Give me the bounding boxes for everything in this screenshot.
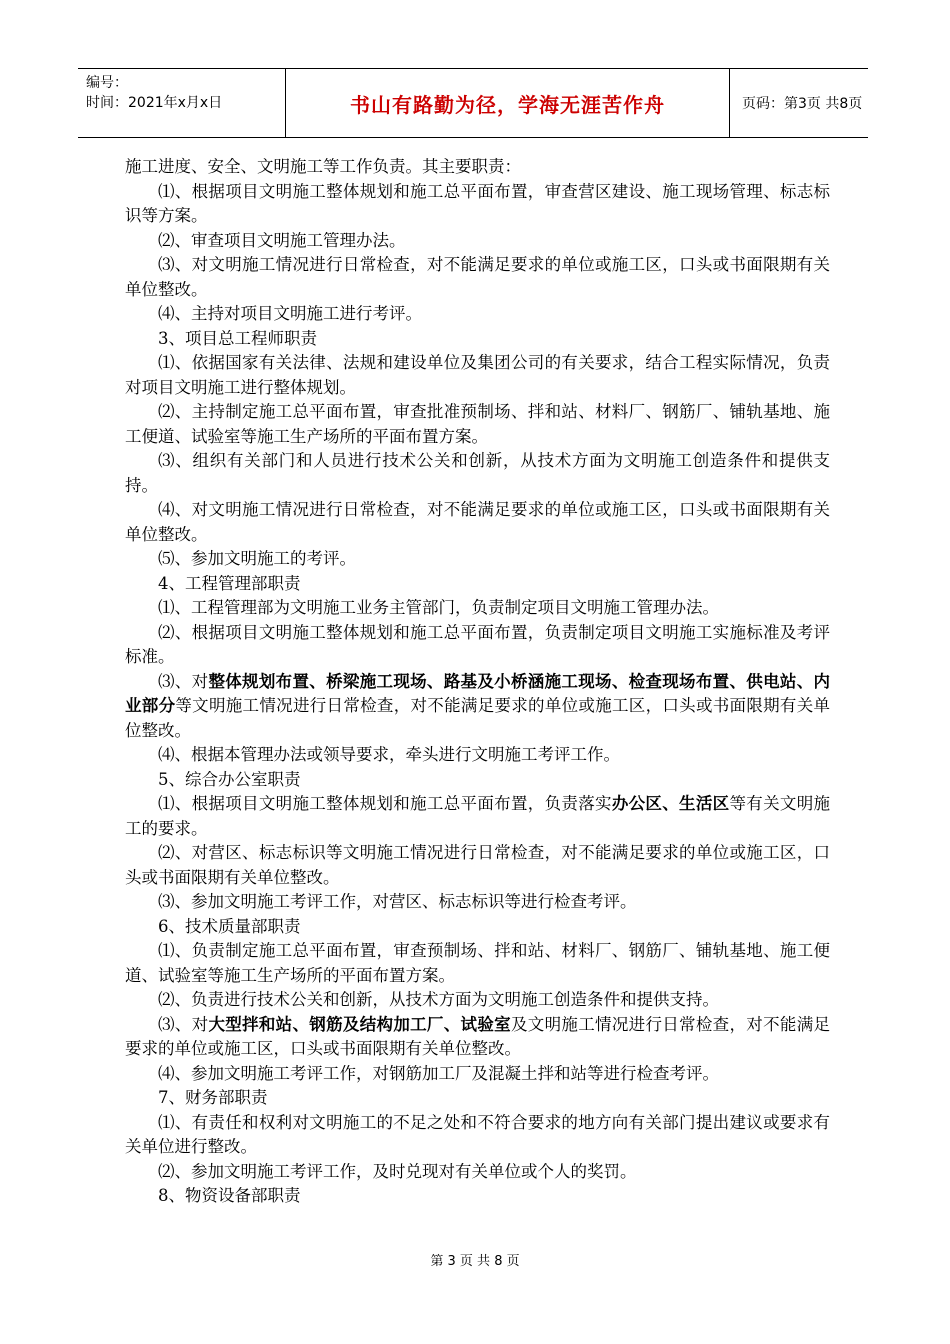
paragraph-text: ⑷、根据本管理办法或领导要求，牵头进行文明施工考评工作。 (158, 745, 620, 764)
paragraph-text: ⑴、根据项目文明施工整体规划和施工总平面布置，负责落实 (158, 794, 612, 813)
document-body (125, 155, 830, 1209)
footer-prefix: 第 (430, 1254, 444, 1269)
paragraph-text: ⑸、参加文明施工的考评。 (158, 549, 356, 568)
emphasized-text: 办公区、生活区 (611, 794, 730, 813)
paragraph-text: 6、技术质量部职责 (158, 916, 301, 936)
body-paragraph (125, 743, 830, 768)
footer-suffix: 页 (506, 1254, 520, 1269)
paragraph-text: 及文明施工情况进行日常检查，对不能满足要求的单位或施工区，口头或书面限期有关单位整改。 (125, 1014, 831, 1058)
footer-page: 3 (447, 1254, 456, 1269)
date-label: 时间：2021年x月x日 (86, 95, 223, 111)
body-paragraph (125, 1160, 830, 1185)
body-paragraph (125, 1111, 830, 1160)
body-paragraph (125, 1086, 830, 1111)
paragraph-text: ⑵、审查项目文明施工管理办法。 (158, 230, 406, 250)
body-paragraph (125, 498, 830, 547)
paragraph-text: ⑵、参加文明施工考评工作，及时兑现对有关单位或个人的奖罚。 (158, 1161, 637, 1181)
paragraph-text: 等有关文明施工的要求。 (125, 794, 831, 838)
body-paragraph (125, 988, 830, 1013)
body-paragraph (125, 400, 830, 449)
paragraph-text: ⑶、对 (158, 671, 209, 691)
body-paragraph (125, 841, 830, 890)
body-paragraph (125, 449, 830, 498)
body-paragraph (125, 155, 830, 180)
paragraph-text: ⑵、根据项目文明施工整体规划和施工总平面布置，负责制定项目文明施工实施标准及考评标准。 (125, 622, 830, 666)
body-paragraph (125, 670, 830, 744)
paragraph-text: 7、财务部职责 (158, 1088, 268, 1107)
body-paragraph (125, 621, 830, 670)
paragraph-text: ⑶、对 (158, 1014, 209, 1034)
body-paragraph (125, 1062, 830, 1087)
paragraph-text: 8、物资设备部职责 (158, 1186, 301, 1205)
body-paragraph (125, 939, 830, 988)
footer-total: 8 (494, 1254, 503, 1269)
serial-number-label: 编号： (86, 75, 128, 91)
body-paragraph (125, 915, 830, 940)
paragraph-text: ⑷、参加文明施工考评工作，对钢筋加工厂及混凝土拌和站等进行检查考评。 (158, 1063, 719, 1083)
body-paragraph (125, 1184, 830, 1209)
paragraph-text: 施工进度、安全、文明施工等工作负责。其主要职责： (125, 157, 521, 176)
paragraph-text: 等文明施工情况进行日常检查，对不能满足要求的单位或施工区，口头或书面限期有关单位整改。 (125, 696, 831, 740)
body-paragraph (125, 253, 830, 302)
page-header (78, 68, 868, 138)
body-paragraph (125, 890, 830, 915)
paragraph-text: 5、综合办公室职责 (158, 769, 301, 789)
emphasized-text: 整体规划布置、桥梁施工现场、路基及小桥涵施工现场、检查现场布置、供电站、内业部分 (125, 671, 831, 715)
paragraph-text: ⑴、工程管理部为文明施工业务主管部门，负责制定项目文明施工管理办法。 (158, 598, 719, 617)
body-paragraph (125, 1013, 830, 1062)
body-paragraph (125, 302, 830, 327)
paragraph-text: ⑶、组织有关部门和人员进行技术公关和创新，从技术方面为文明施工创造条件和提供支持。 (125, 451, 830, 495)
paragraph-text: ⑴、有责任和权利对文明施工的不足之处和不符合要求的地方向有关部门提出建议或要求有关单位进行整改。 (125, 1112, 830, 1156)
paragraph-text: 3、项目总工程师职责 (158, 328, 317, 348)
body-paragraph (125, 792, 830, 841)
header-meta (78, 69, 285, 137)
paragraph-text: ⑷、主持对项目文明施工进行考评。 (158, 304, 422, 323)
paragraph-text: ⑴、负责制定施工总平面布置，审查预制场、拌和站、材料厂、钢筋厂、铺轨基地、施工便道、试验室等施工生产场所的平面布置方案。 (125, 941, 830, 985)
paragraph-text: 4、工程管理部职责 (158, 573, 301, 593)
body-paragraph (125, 327, 830, 352)
body-paragraph (125, 547, 830, 572)
paragraph-text: ⑵、负责进行技术公关和创新，从技术方面为文明施工创造条件和提供支持。 (158, 990, 719, 1009)
paragraph-text: ⑴、依据国家有关法律、法规和建设单位及集团公司的有关要求，结合工程实际情况，负责对项目文明施工进行整体规划。 (125, 353, 830, 397)
body-paragraph (125, 229, 830, 254)
page-footer (0, 1250, 950, 1269)
paragraph-text: ⑵、主持制定施工总平面布置，审查批准预制场、拌和站、材料厂、钢筋厂、铺轨基地、施工便道、试验室等施工生产场所的平面布置方案。 (125, 402, 830, 446)
emphasized-text: 大型拌和站、钢筋及结构加工厂、试验室 (208, 1014, 511, 1034)
paragraph-text: ⑴、根据项目文明施工整体规划和施工总平面布置，审查营区建设、施工现场管理、标志标识等方案。 (125, 181, 830, 225)
body-paragraph (125, 572, 830, 597)
body-paragraph (125, 768, 830, 793)
paragraph-text: ⑶、对文明施工情况进行日常检查，对不能满足要求的单位或施工区，口头或书面限期有关单位整改。 (125, 255, 830, 299)
footer-middle: 页 共 (459, 1254, 491, 1269)
paragraph-text: ⑵、对营区、标志标识等文明施工情况进行日常检查，对不能满足要求的单位或施工区，口头或书面限期有关单位整改。 (125, 843, 830, 887)
body-paragraph (125, 596, 830, 621)
body-paragraph (125, 180, 830, 229)
paragraph-text: ⑷、对文明施工情况进行日常检查，对不能满足要求的单位或施工区，口头或书面限期有关单位整改。 (125, 500, 830, 544)
header-motto: 书山有路勤为径，学海无涯苦作舟 (285, 69, 730, 137)
header-page-number: 页码：第3页 共8页 (742, 96, 863, 112)
paragraph-text: ⑶、参加文明施工考评工作，对营区、标志标识等进行检查考评。 (158, 892, 637, 911)
body-paragraph (125, 351, 830, 400)
